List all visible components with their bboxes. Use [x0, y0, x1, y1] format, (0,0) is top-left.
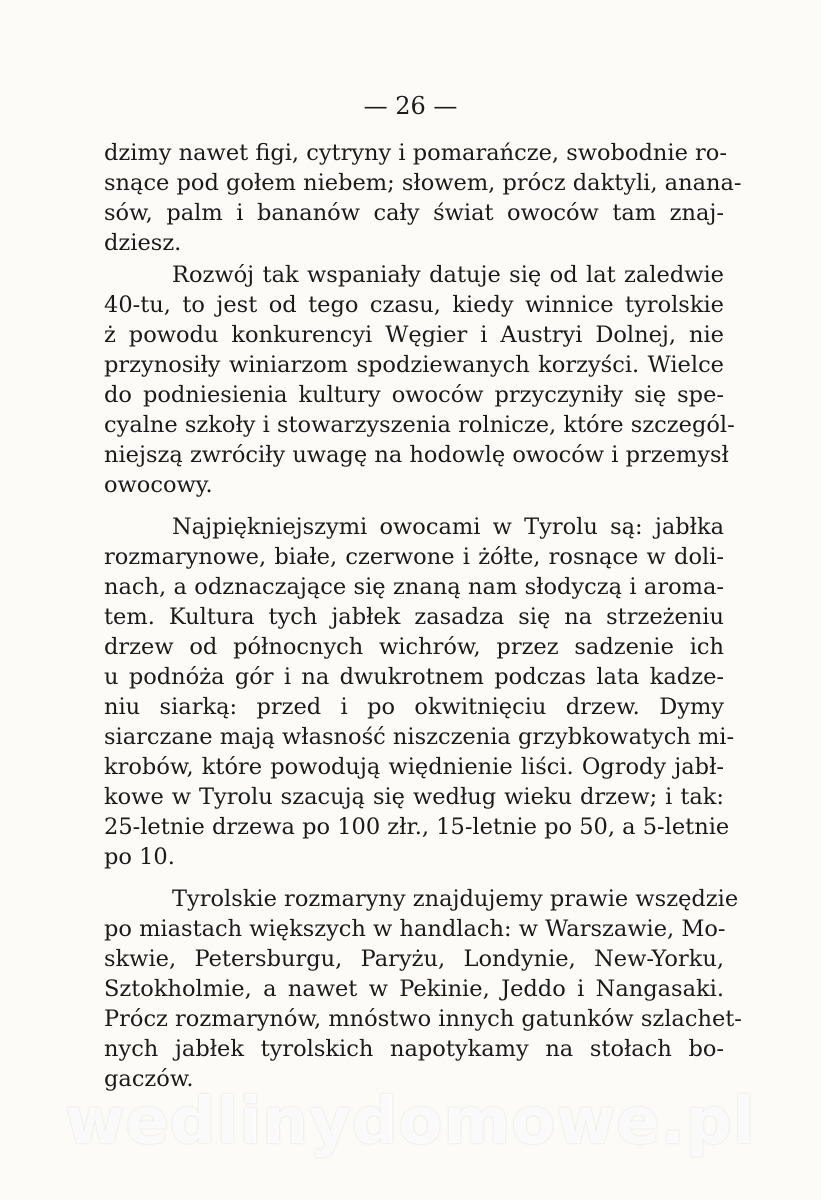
- text-line: nych jabłek tyrolskich napotykamy na stołach bo-: [104, 1036, 724, 1062]
- text-line: tem. Kultura tych jabłek zasadza się na strzeżeniu: [104, 604, 724, 630]
- text-line: rozmarynowe, białe, czerwone i żółte, rosnące w doli-: [104, 544, 724, 570]
- text-line: Tyrolskie rozmaryny znajdujemy prawie wszędzie: [172, 886, 739, 912]
- watermark: wedlinydomowe.pl: [65, 1085, 756, 1159]
- text-line: krobów, które powodują więdnienie liści. Ogrody jabł-: [104, 754, 724, 780]
- text-line: siarczane mają własność niszczenia grzybkowatych mi-: [104, 724, 735, 750]
- text-line: drzew od północnych wichrów, przez sadzenie ich: [104, 634, 724, 660]
- text-line: snące pod gołem niebem; słowem, prócz daktyli, anana-: [104, 170, 742, 196]
- text-line: gaczów.: [104, 1066, 194, 1092]
- text-line: dzimy nawet figi, cytryny i pomarańcze, swobodnie ro-: [104, 140, 727, 166]
- text-line: po 10.: [104, 844, 175, 870]
- text-line: niu siarką: przed i po okwitnięciu drzew. Dymy: [104, 694, 724, 720]
- text-line: dziesz.: [104, 230, 182, 256]
- text-line: niejszą zwróciły uwagę na hodowlę owoców i przemysł: [104, 442, 729, 468]
- text-line: 40-tu, to jest od tego czasu, kiedy winnice tyrolskie: [104, 292, 724, 318]
- text-line: po miastach większych w handlach: w Warszawie, Mo-: [104, 916, 726, 942]
- text-line: owocowy.: [104, 472, 213, 498]
- text-line: Sztokholmie, a nawet w Pekinie, Jeddo i Nangasaki.: [104, 976, 724, 1002]
- text-line: Najpiękniejszymi owocami w Tyrolu są: jabłka: [172, 514, 724, 540]
- text-line: Prócz rozmarynów, mnóstwo innych gatunków szlachet-: [104, 1006, 742, 1032]
- text-line: Rozwój tak wspaniały datuje się od lat zaledwie: [172, 262, 724, 288]
- text-line: ż powodu konkurencyi Węgier i Austryi Dolnej, nie: [104, 322, 724, 348]
- text-line: skwie, Petersburgu, Paryżu, Londynie, New-Yorku,: [104, 946, 724, 972]
- text-line: przynosiły winiarzom spodziewanych korzyści. Wielce: [104, 352, 724, 378]
- text-line: cyalne szkoły i stowarzyszenia rolnicze, które szczegól-: [104, 412, 735, 438]
- text-line: u podnóża gór i na dwukrotnem podczas lata kadze-: [104, 664, 724, 690]
- text-line: nach, a odznaczające się znaną nam słodyczą i aroma-: [104, 574, 724, 600]
- text-line: do podniesienia kultury owoców przyczyniły się spe-: [104, 382, 724, 408]
- text-line: kowe w Tyrolu szacują się według wieku drzew; i tak:: [104, 784, 724, 810]
- page-number: — 26 —: [363, 92, 458, 120]
- text-line: sów, palm i bananów cały świat owoców tam znaj-: [104, 200, 724, 226]
- text-line: 25-letnie drzewa po 100 złr., 15-letnie po 50, a 5-letnie: [104, 814, 730, 840]
